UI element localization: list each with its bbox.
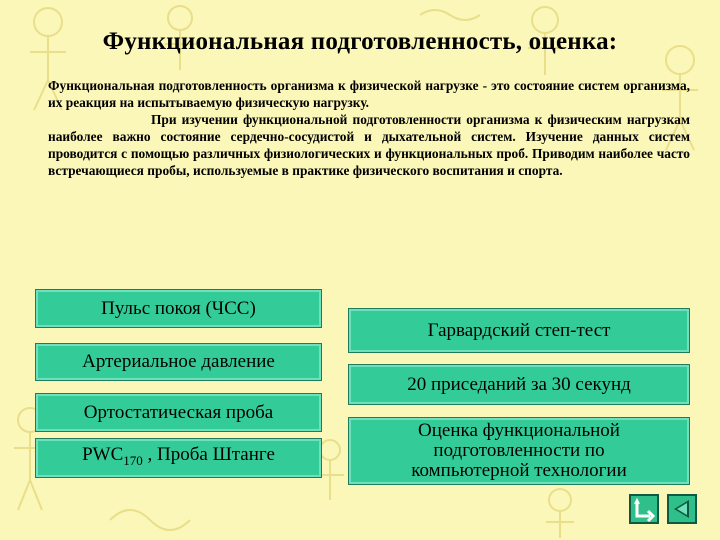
test-orthostatic-label: Ортостатическая проба — [83, 401, 274, 423]
back-button[interactable] — [667, 494, 697, 524]
test-harvard-label: Гарвардский степ-тест — [427, 319, 611, 341]
intro-paragraph-1: Функциональная подготовленность организма к физической нагрузке - это состояние систем организма, их реакция на испытываемую физическую нагрузку. — [48, 78, 690, 110]
left-triangle-icon — [669, 496, 695, 522]
test-pulse-label: Пульс покоя (ЧСС) — [101, 297, 256, 319]
test-pwc-label — [82, 445, 275, 471]
intro-text — [48, 77, 690, 179]
test-squats-label: 20 приседаний за 30 секунд — [407, 373, 631, 395]
test-harvard-button[interactable] — [348, 308, 690, 353]
intro-paragraph-2: При изучении функциональной подготовленности организма к физическим нагрузкам наиболее важно состояние сердечно-сосудистой и дыхательной систем. Изучение данных систем проводится с помощью различных физиологических и функциональных проб. Приводим наиболее часто встречающиеся пробы, используемые в практике физического воспитания и спорта. — [48, 112, 690, 178]
test-pulse-button[interactable] — [35, 289, 322, 328]
test-pwc-stange-button[interactable] — [35, 438, 322, 478]
test-computer-label: Оценка функциональной подготовленности по компьютерной технологии — [411, 420, 627, 481]
pwc-prefix: PWC — [82, 444, 124, 466]
test-blood-pressure-button[interactable] — [35, 343, 322, 381]
test-blood-pressure-label: Артериальное давление — [82, 351, 275, 372]
return-button[interactable] — [629, 494, 659, 524]
test-computer-button[interactable] — [348, 417, 690, 485]
return-arrow-icon — [631, 496, 657, 522]
test-orthostatic-button[interactable] — [35, 393, 322, 432]
test-squats-button[interactable] — [348, 364, 690, 405]
pwc-suffix: , Проба Штанге — [142, 444, 275, 466]
slide-title: Функциональная подготовленность, оценка: — [102, 28, 618, 55]
pwc-subscript: 170 — [123, 452, 143, 468]
